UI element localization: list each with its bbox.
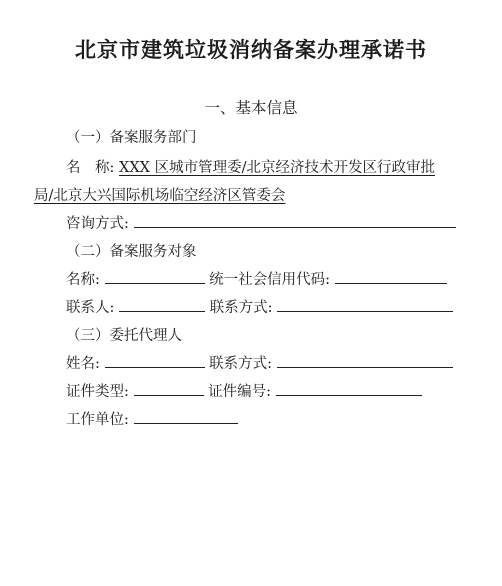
- agent-id-row: [66, 380, 422, 401]
- agent-contact-blank[interactable]: [277, 352, 453, 368]
- department-name-continuation: [34, 184, 285, 205]
- id-number-blank[interactable]: [276, 380, 422, 396]
- agent-name-blank[interactable]: [105, 352, 205, 368]
- subsection-agent: （三）委托代理人: [66, 328, 182, 344]
- section-basic-info-heading: 一、基本信息: [204, 99, 298, 117]
- id-type-label: 证件类型:: [66, 384, 129, 400]
- consult-label: 咨询方式:: [66, 216, 129, 232]
- id-number-label: 证件编号:: [208, 384, 271, 400]
- agent-name-row: [66, 352, 453, 373]
- contact-person-blank[interactable]: [119, 296, 205, 312]
- subsection-service-department: （一）备案服务部门: [66, 130, 197, 146]
- credit-code-label: 统一社会信用代码:: [209, 272, 330, 288]
- object-name-row: [66, 268, 447, 289]
- department-name-label: 名 称:: [66, 160, 115, 176]
- agent-name-label: 姓名:: [66, 356, 100, 372]
- credit-code-blank[interactable]: [335, 268, 447, 284]
- consult-blank[interactable]: [134, 212, 456, 228]
- work-unit-blank[interactable]: [134, 408, 238, 424]
- agent-contact-label: 联系方式:: [209, 356, 272, 372]
- subsection-service-object: （二）备案服务对象: [66, 244, 197, 260]
- department-name-row: [66, 156, 435, 177]
- object-contact-row: [66, 296, 453, 317]
- id-type-blank[interactable]: [134, 380, 204, 396]
- work-unit-row: [66, 408, 238, 429]
- contact-person-label: 联系人:: [66, 300, 115, 316]
- object-name-blank[interactable]: [105, 268, 205, 284]
- consult-row: [66, 212, 456, 233]
- contact-method-blank[interactable]: [277, 296, 453, 312]
- object-name-label: 名称:: [66, 272, 100, 288]
- department-name-value-line1: XXX 区城市管理委/北京经济技术开发区行政审批: [119, 160, 435, 176]
- work-unit-label: 工作单位:: [66, 412, 129, 428]
- document-title: 北京市建筑垃圾消纳备案办理承诺书: [75, 37, 427, 62]
- contact-method-label: 联系方式:: [209, 300, 273, 316]
- department-name-value-line2: 局/北京大兴国际机场临空经济区管委会: [34, 188, 286, 204]
